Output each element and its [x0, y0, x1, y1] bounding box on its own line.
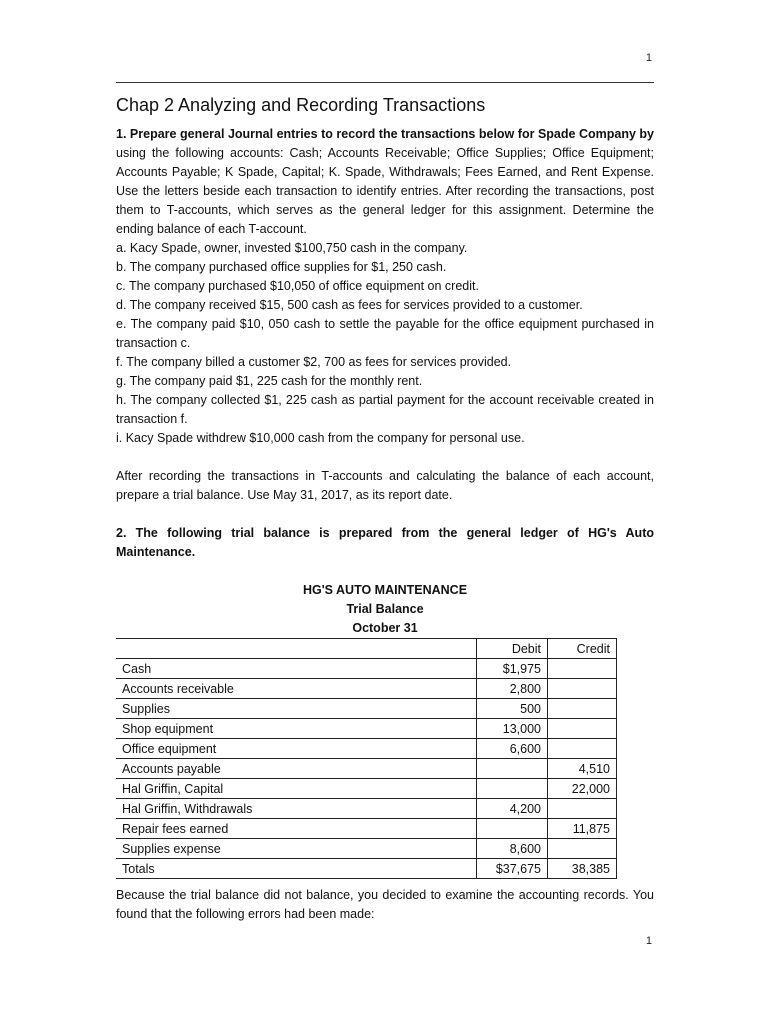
question-1 — [116, 125, 654, 448]
question-1-intro — [116, 125, 654, 239]
credit-amount: 11,875 — [548, 819, 617, 839]
table-row — [116, 719, 617, 739]
trial-balance-company: HG'S AUTO MAINTENANCE — [302, 583, 468, 597]
page-number-bottom: 1 — [645, 935, 652, 947]
credit-amount — [548, 799, 617, 819]
credit-amount — [548, 679, 617, 699]
account-name: Shop equipment — [116, 719, 477, 739]
page-number-top: 1 — [645, 52, 652, 64]
closing-paragraph: Because the trial balance did not balance, you decided to examine the accounting records. You found that the following errors had been made: — [116, 888, 654, 921]
transaction-item: a. Kacy Spade, owner, invested $100,750 cash in the company. — [116, 241, 468, 255]
totals-row — [116, 859, 617, 879]
transaction-item: e. The company paid $10, 050 cash to settle the payable for the office equipment purchased in transaction c. — [116, 317, 654, 350]
account-name: Hal Griffin, Capital — [116, 779, 477, 799]
account-column-header — [116, 639, 477, 659]
table-row — [116, 739, 617, 759]
debit-amount: 13,000 — [477, 719, 548, 739]
credit-amount — [548, 839, 617, 859]
trial-balance-heading — [116, 581, 654, 638]
transaction-item: c. The company purchased $10,050 of office equipment on credit. — [116, 279, 479, 293]
debit-amount — [477, 779, 548, 799]
debit-amount — [477, 759, 548, 779]
credit-amount: 22,000 — [548, 779, 617, 799]
debit-amount: 500 — [477, 699, 548, 719]
credit-amount — [548, 719, 617, 739]
debit-amount: 6,600 — [477, 739, 548, 759]
table-row — [116, 839, 617, 859]
question-2-lead: 2. The following trial balance is prepared from the general ledger of HG's Auto Maintenance. — [116, 526, 654, 559]
account-name: Supplies — [116, 699, 477, 719]
totals-credit: 38,385 — [548, 859, 617, 879]
credit-amount — [548, 659, 617, 679]
transaction-item: b. The company purchased office supplies for $1, 250 cash. — [116, 260, 447, 274]
question-1-lead: 1. Prepare general Journal entries to record the transactions below for Spade Company by — [116, 127, 654, 141]
debit-amount: 2,800 — [477, 679, 548, 699]
table-row — [116, 759, 617, 779]
question-1-followup: After recording the transactions in T-accounts and calculating the balance of each account, prepare a trial balance. Use May 31, 2017, as its report date. — [116, 469, 654, 502]
account-name: Repair fees earned — [116, 819, 477, 839]
transaction-list — [116, 239, 654, 448]
transaction-item: i. Kacy Spade withdrew $10,000 cash from the company for personal use. — [116, 431, 525, 445]
debit-amount — [477, 819, 548, 839]
trial-balance-date: October 31 — [352, 621, 418, 635]
header-rule — [116, 82, 654, 83]
credit-amount: 4,510 — [548, 759, 617, 779]
account-name: Supplies expense — [116, 839, 477, 859]
table-row — [116, 679, 617, 699]
totals-label: Totals — [116, 859, 477, 879]
totals-debit: $37,675 — [477, 859, 548, 879]
question-1-instructions: using the following accounts: Cash; Accounts Receivable; Office Supplies; Office Equipment; Accounts Payable; K Spade, Capital; K. Spade, Withdrawals; Fees Earned, and Rent Expense. Use the letters beside each transaction to identify entries. After recording the transactions, post them to T-accounts, which serves as the general ledger for this assignment. Determine the ending balance of each T-account. — [116, 146, 654, 236]
account-name: Hal Griffin, Withdrawals — [116, 799, 477, 819]
table-row — [116, 779, 617, 799]
credit-amount — [548, 739, 617, 759]
transaction-item: f. The company billed a customer $2, 700 as fees for services provided. — [116, 355, 512, 369]
trial-balance-body — [116, 659, 617, 879]
trial-balance-header-row — [116, 639, 617, 659]
chapter-title: Chap 2 Analyzing and Recording Transactions — [116, 95, 486, 115]
debit-column-header: Debit — [477, 639, 548, 659]
table-row — [116, 799, 617, 819]
debit-amount: 4,200 — [477, 799, 548, 819]
trial-balance-table — [116, 638, 617, 879]
transaction-item: d. The company received $15, 500 cash as fees for services provided to a customer. — [116, 298, 583, 312]
transaction-item: h. The company collected $1, 225 cash as partial payment for the account receivable created in transaction f. — [116, 393, 654, 426]
transaction-item: g. The company paid $1, 225 cash for the monthly rent. — [116, 374, 423, 388]
debit-amount: $1,975 — [477, 659, 548, 679]
credit-amount — [548, 699, 617, 719]
account-name: Accounts payable — [116, 759, 477, 779]
account-name: Cash — [116, 659, 477, 679]
account-name: Office equipment — [116, 739, 477, 759]
table-row — [116, 659, 617, 679]
account-name: Accounts receivable — [116, 679, 477, 699]
table-row — [116, 819, 617, 839]
table-row — [116, 699, 617, 719]
debit-amount: 8,600 — [477, 839, 548, 859]
credit-column-header: Credit — [548, 639, 617, 659]
trial-balance-statement: Trial Balance — [346, 602, 424, 616]
